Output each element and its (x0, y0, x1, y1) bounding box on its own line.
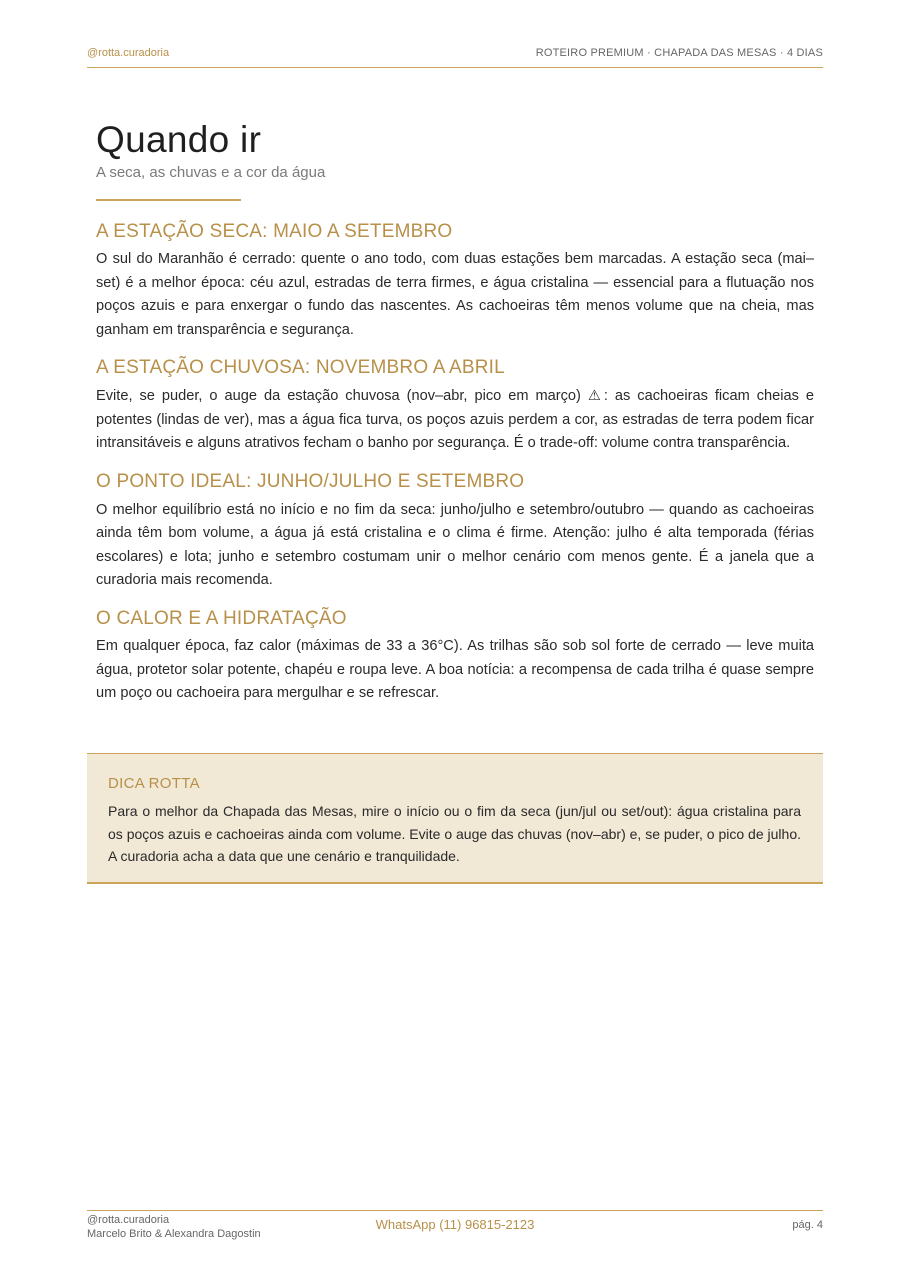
main-content (96, 120, 814, 721)
footer-whatsapp-contact[interactable]: WhatsApp (11) 96815-2123 (375, 1217, 535, 1232)
section-heat-hydration (96, 608, 814, 706)
tip-title: DICA ROTTA (108, 775, 200, 792)
tip-text: Para o melhor da Chapada das Mesas, mire o início ou o fim da seca (jun/jul ou set/out): água cristalina para os poços azuis e cachoeiras ainda com volume. Evite o auge das chuvas (nov–abr) e, se puder, o pico de julho. A curadoria acha a data que une cenário e tranquilidade. (108, 803, 801, 864)
section-body: O sul do Maranhão é cerrado: quente o ano todo, com duas estações bem marcadas. A estação seca (mai–set) é a melhor época: céu azul, estradas de terra firmes, e água cristalina — essencial para a flutuação nos poços azuis e para enxergar o fundo das nascentes. As cachoeiras têm menos volume que na cheia, mas ganham em transparência e segurança. (96, 251, 814, 338)
tip-box (87, 753, 823, 884)
section-heading: O CALOR E A HIDRATAÇÃO (96, 607, 347, 629)
title-divider (96, 199, 241, 201)
section-rainy-season (96, 357, 814, 455)
page-subtitle: A seca, as chuvas e a cor da água (96, 163, 326, 181)
section-heading: O PONTO IDEAL: JUNHO/JULHO E SETEMBRO (96, 470, 525, 492)
section-heading: A ESTAÇÃO SECA: MAIO A SETEMBRO (96, 220, 453, 242)
header-document-title: ROTEIRO PREMIUM · CHAPADA DAS MESAS · 4 DIAS (535, 47, 823, 59)
section-body: O melhor equilíbrio está no início e no fim da seca: junho/julho e setembro/outubro — quando as cachoeiras ainda têm bom volume, a água já está cristalina e o clima é firme. Atenção: julho é alta temporada (férias escolares) e lota; junho e setembro costumam unir o melhor cenário com menos gente. É a janela que a curadoria mais recomenda. (96, 501, 814, 589)
page-title: Quando ir (96, 119, 262, 160)
section-ideal-period (96, 471, 814, 593)
section-heading: A ESTAÇÃO CHUVOSA: NOVEMBRO A ABRIL (96, 357, 505, 379)
section-body: Em qualquer época, faz calor (máximas de 33 a 36°C). As trilhas são sob sol forte de cerrado — leve muita água, protetor solar potente, chapéu e roupa leve. A boa notícia: a recompensa de cada trilha é quase sempre um poço ou cachoeira para mergulhar e se refrescar. (96, 638, 814, 702)
section-dry-season (96, 221, 814, 343)
footer-brand: @rotta.curadoria (87, 1214, 170, 1226)
section-body: Evite, se puder, o auge da estação chuvosa (nov–abr, pico em março) ⚠: as cachoeiras ficam cheias e potentes (lindas de ver), mas a água fica turva, os poços azuis perdem a cor, as estradas de terra podem ficar intransitáveis e alguns atrativos fecham o banho por segurança. É o trade-off: volume contra transparência. (96, 388, 814, 452)
page-footer (87, 1210, 823, 1246)
footer-authors: Marcelo Brito & Alexandra Dagostin (87, 1228, 261, 1240)
footer-page-number: pág. 4 (792, 1219, 823, 1231)
header-brand: @rotta.curadoria (87, 47, 170, 59)
page-header (87, 45, 823, 68)
